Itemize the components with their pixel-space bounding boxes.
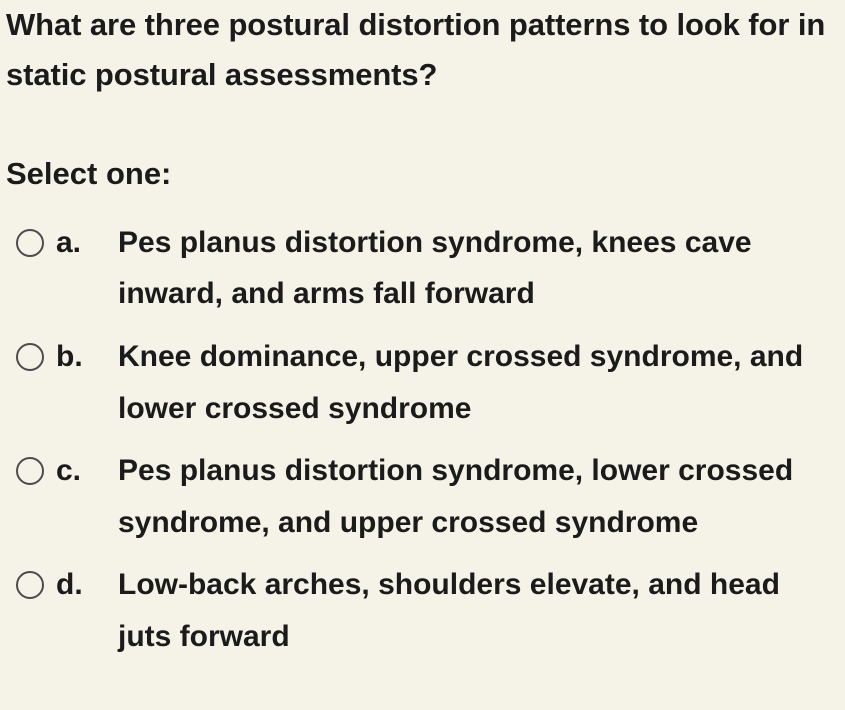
radio-button-c-icon[interactable] [16, 457, 44, 485]
answer-option-d[interactable] [4, 559, 841, 662]
radio-cell-c[interactable] [4, 445, 56, 485]
answer-letter-c: c. [56, 454, 82, 488]
answer-letter-b: b. [56, 339, 83, 373]
radio-cell-b[interactable] [4, 331, 56, 371]
select-one-instruction: Select one: [6, 156, 172, 192]
radio-button-a-icon[interactable] [16, 229, 44, 257]
radio-button-d-icon[interactable] [16, 571, 44, 599]
answer-options-list [4, 217, 841, 663]
radio-cell-a[interactable] [4, 217, 56, 257]
answer-text-d[interactable]: Low-back arches, shoulders elevate, and head juts forward [118, 568, 780, 653]
radio-button-b-icon[interactable] [16, 343, 44, 371]
answer-text-c[interactable]: Pes planus distortion syndrome, lower crossed syndrome, and upper crossed syndrome [118, 454, 794, 539]
answer-text-a[interactable]: Pes planus distortion syndrome, knees cave inward, and arms fall forward [118, 225, 752, 311]
answer-option-b[interactable] [4, 331, 841, 434]
answer-letter-d: d. [56, 568, 83, 602]
answer-option-a[interactable] [4, 217, 841, 320]
answer-letter-a: a. [56, 225, 82, 259]
answer-text-b[interactable]: Knee dominance, upper crossed syndrome, and lower crossed syndrome [118, 339, 804, 425]
answer-option-c[interactable] [4, 445, 841, 548]
question-stem: What are three postural distortion patterns to look for in static postural assessments? [6, 7, 826, 93]
radio-cell-d[interactable] [4, 559, 56, 599]
